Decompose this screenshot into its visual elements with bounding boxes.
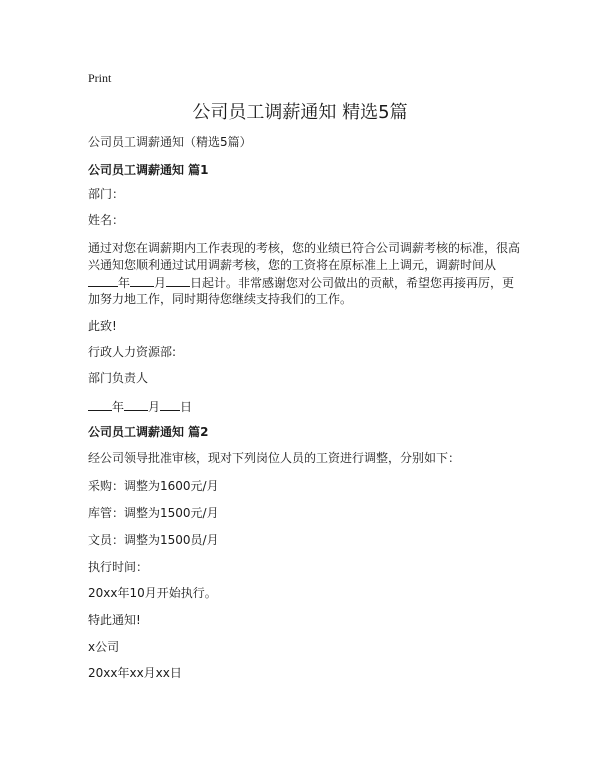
- section1-heading: 公司员工调薪通知 篇1: [88, 163, 209, 177]
- signature-date: [88, 398, 520, 416]
- sign-day: 日: [180, 400, 193, 414]
- paragraph-line-2: 兴通知您顺利通过试用调薪考核，您的工资将在原标准上上调元，调薪时间从: [88, 258, 497, 272]
- blank-day: [166, 274, 190, 287]
- department-head: 部门负责人: [88, 371, 149, 385]
- sign-month: 月: [148, 400, 161, 414]
- document-title: 公司员工调薪通知 精选5篇: [192, 102, 408, 123]
- subtitle: 公司员工调薪通知（精选5篇）: [88, 135, 252, 149]
- regards-text: 此致!: [88, 319, 117, 333]
- section2-intro: 经公司领导批准审核，现对下列岗位人员的工资进行调整，分别如下：: [88, 451, 461, 465]
- text-month: 月: [154, 276, 167, 290]
- execution-start-date: 20xx年10月开始执行。: [88, 586, 217, 600]
- blank-sign-month: [124, 398, 148, 411]
- section2-heading: 公司员工调薪通知 篇2: [88, 425, 209, 439]
- paragraph-line-1: 通过对您在调薪期内工作表现的考核，您的业绩已符合公司调薪考核的标准，很高: [88, 241, 521, 255]
- salary-item-clerk: 文员：调整为1500员/月: [88, 533, 219, 547]
- print-label: Print: [88, 71, 112, 85]
- company-name: x公司: [88, 640, 120, 654]
- name-field: 姓名：: [88, 213, 125, 227]
- hr-department: 行政人力资源部:: [88, 345, 177, 359]
- execution-time-label: 执行时间：: [88, 560, 149, 574]
- blank-sign-day: [160, 398, 180, 411]
- text-year: 年: [118, 276, 131, 290]
- department-field: 部门：: [88, 187, 125, 201]
- blank-month: [130, 274, 154, 287]
- salary-item-purchasing: 采购：调整为1600元/月: [88, 479, 219, 493]
- blank-sign-year: [88, 398, 112, 411]
- notice-date: 20xx年xx月xx日: [88, 666, 182, 680]
- sign-year: 年: [112, 400, 125, 414]
- salary-item-warehouse: 库管：调整为1500元/月: [88, 506, 219, 520]
- special-notice: 特此通知!: [88, 613, 141, 627]
- blank-year: [88, 274, 118, 287]
- paragraph-line-3: [88, 274, 520, 292]
- paragraph-line-4: 加努力地工作，同时期待您继续支持我们的工作。: [88, 292, 353, 306]
- text-day-rest: 日起计。非常感谢您对公司做出的贡献，希望您再接再厉，更: [190, 276, 515, 290]
